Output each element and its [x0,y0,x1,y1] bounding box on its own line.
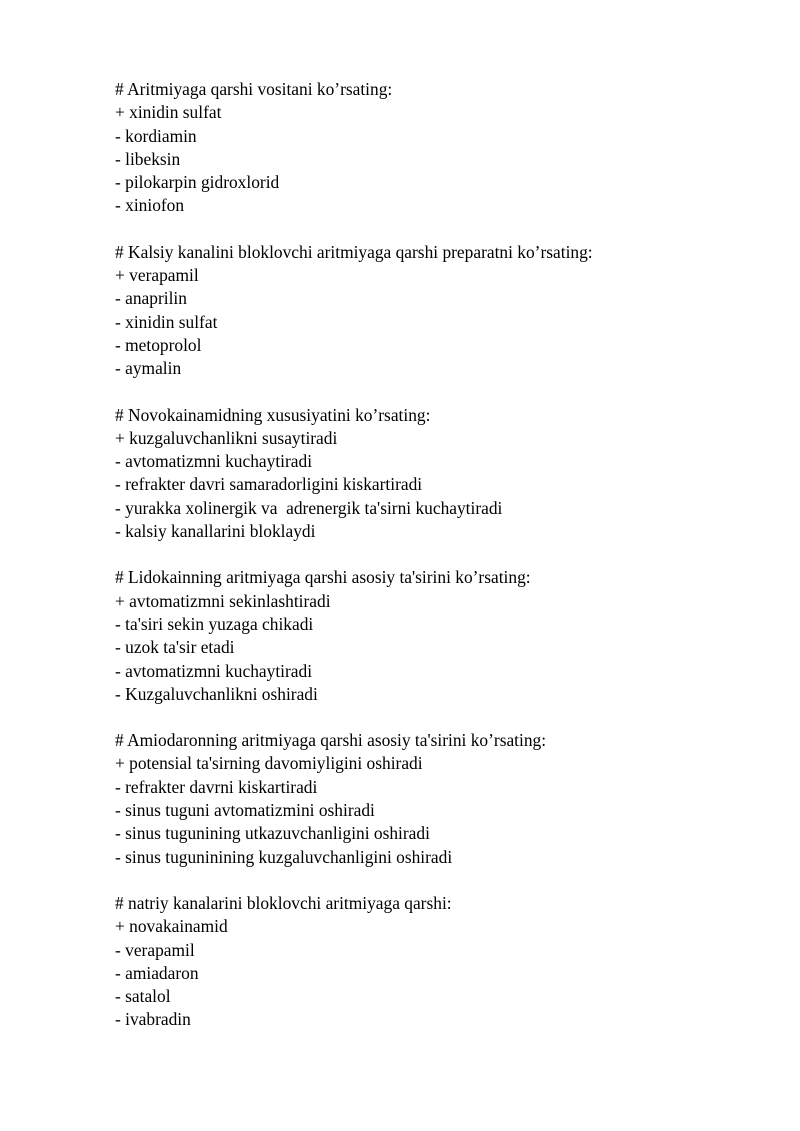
answer-option: - anaprilin [115,288,187,309]
answer-option: - kordiamin [115,125,197,146]
answer-option: - refrakter davrni kiskartiradi [115,776,318,797]
answer-option: - verapamil [115,939,195,960]
question-block-5 [115,729,775,869]
answer-option: - avtomatizmni kuchaytiradi [115,451,313,472]
answer-option: - satalol [115,986,171,1007]
correct-answer: + avtomatizmni sekinlashtiradi [115,590,331,611]
answer-option: - pilokarpin gidroxlorid [115,172,280,193]
document-page [115,78,775,1055]
answer-option: - ta'siri sekin yuzaga chikadi [115,613,314,634]
answer-option: - xiniofon [115,195,185,216]
answer-option: - sinus tuguninining kuzgaluvchanligini oshiradi [115,846,453,867]
question-text: # Lidokainning aritmiyaga qarshi asosiy ta'sirini ko’rsating: [115,567,531,588]
correct-answer: + xinidin sulfat [115,102,222,123]
answer-option: - amiadaron [115,962,199,983]
correct-answer: + potensial ta'sirning davomiyligini oshiradi [115,753,423,774]
answer-option: - kalsiy kanallarini bloklaydi [115,521,316,542]
answer-option: - metoprolol [115,334,202,355]
answer-option: - xinidin sulfat [115,311,218,332]
question-block-4 [115,566,775,706]
answer-option: - yurakka xolinergik va adrenergik ta'sirni kuchaytiradi [115,497,503,518]
answer-option: - avtomatizmni kuchaytiradi [115,660,313,681]
question-text: # natriy kanalarini bloklovchi aritmiyaga qarshi: [115,892,452,913]
question-block-6 [115,892,775,1032]
question-text: # Kalsiy kanalini bloklovchi aritmiyaga qarshi preparatni ko’rsating: [115,241,593,262]
question-text: # Amiodaronning aritmiyaga qarshi asosiy ta'sirini ko’rsating: [115,730,547,751]
answer-option: - sinus tuguni avtomatizmini oshiradi [115,800,375,821]
question-block-1 [115,78,775,218]
answer-option: - Kuzgaluvchanlikni oshiradi [115,683,318,704]
question-text: # Aritmiyaga qarshi vositani ko’rsating: [115,79,393,99]
correct-answer: + kuzgaluvchanlikni susaytiradi [115,427,338,448]
answer-option: - ivabradin [115,1009,191,1030]
answer-option: - libeksin [115,148,181,169]
answer-option: - aymalin [115,358,182,379]
answer-option: - refrakter davri samaradorligini kiskartiradi [115,474,423,495]
question-block-2 [115,241,775,381]
question-text: # Novokainamidning xususiyatini ko’rsating: [115,404,431,425]
answer-option: - sinus tugunining utkazuvchanligini oshiradi [115,823,430,844]
question-block-3 [115,404,775,544]
correct-answer: + novakainamid [115,916,228,937]
answer-option: - uzok ta'sir etadi [115,637,235,658]
correct-answer: + verapamil [115,265,199,286]
